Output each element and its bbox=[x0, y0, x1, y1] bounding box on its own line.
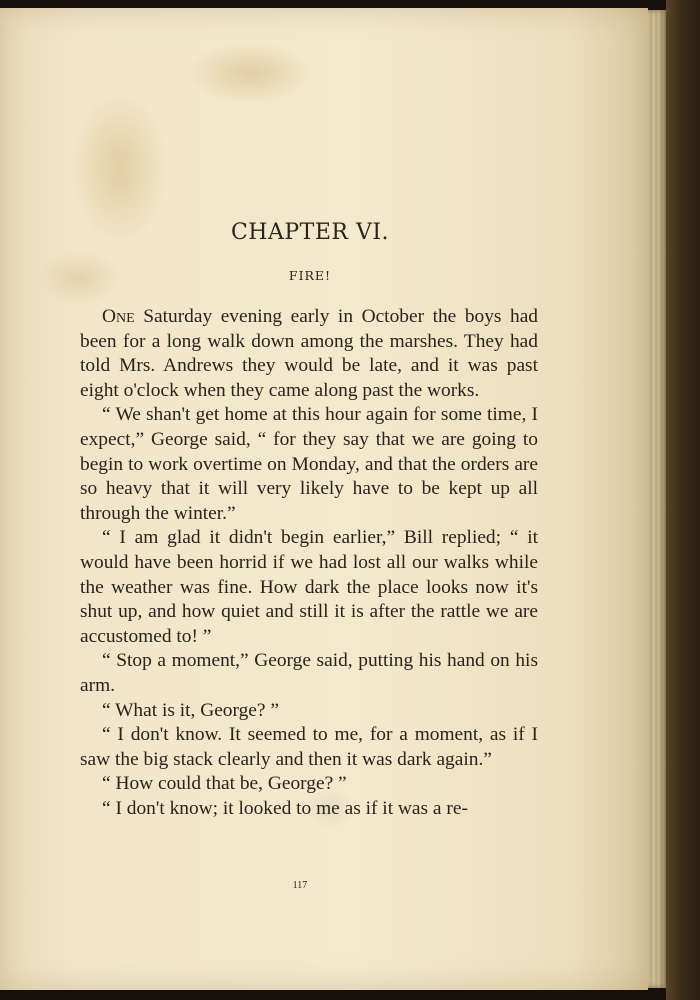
paragraph-2: “ We shan't get home at this hour again for some time, I expect,” George said, “ for they say that we are going to begin to work overtime on Monday, and that the orders are so heavy that it will very likely have to be kept up all through the winter.” bbox=[80, 404, 538, 524]
body-text bbox=[80, 305, 538, 821]
paper-page bbox=[0, 8, 648, 990]
page-number: 117 bbox=[292, 880, 308, 891]
book-cover-edge bbox=[666, 0, 700, 1000]
paragraph-6: “ I don't know. It seemed to me, for a moment, as if I saw the big stack clearly and then it was dark again.” bbox=[80, 724, 538, 770]
paragraph-8: “ I don't know; it looked to me as if it was a re- bbox=[102, 797, 468, 819]
paragraph-4: “ Stop a moment,” George said, putting his hand on his arm. bbox=[80, 650, 538, 696]
chapter-title: CHAPTER VI. bbox=[230, 220, 390, 245]
paragraph-5: “ What is it, George? ” bbox=[102, 699, 279, 721]
lead-word: One bbox=[102, 306, 135, 327]
paragraph-3: “ I am glad it didn't begin earlier,” Bill replied; “ it would have been horrid if we had lost all our walks while the weather was fine. How dark the place looks now it's shut up, and how quiet and still it is after the rattle we are accustomed to! ” bbox=[80, 527, 538, 647]
paragraph-1-text: Saturday evening early in October the boys had been for a long walk down among the marshes. They had told Mrs. Andrews they would be late, and it was past eight o'clock when they came along past the works. bbox=[80, 306, 538, 401]
paragraph-1 bbox=[80, 305, 538, 403]
chapter-subtitle: FIRE! bbox=[288, 268, 332, 283]
paragraph-7: “ How could that be, George? ” bbox=[102, 773, 347, 795]
page-edge bbox=[648, 10, 666, 988]
